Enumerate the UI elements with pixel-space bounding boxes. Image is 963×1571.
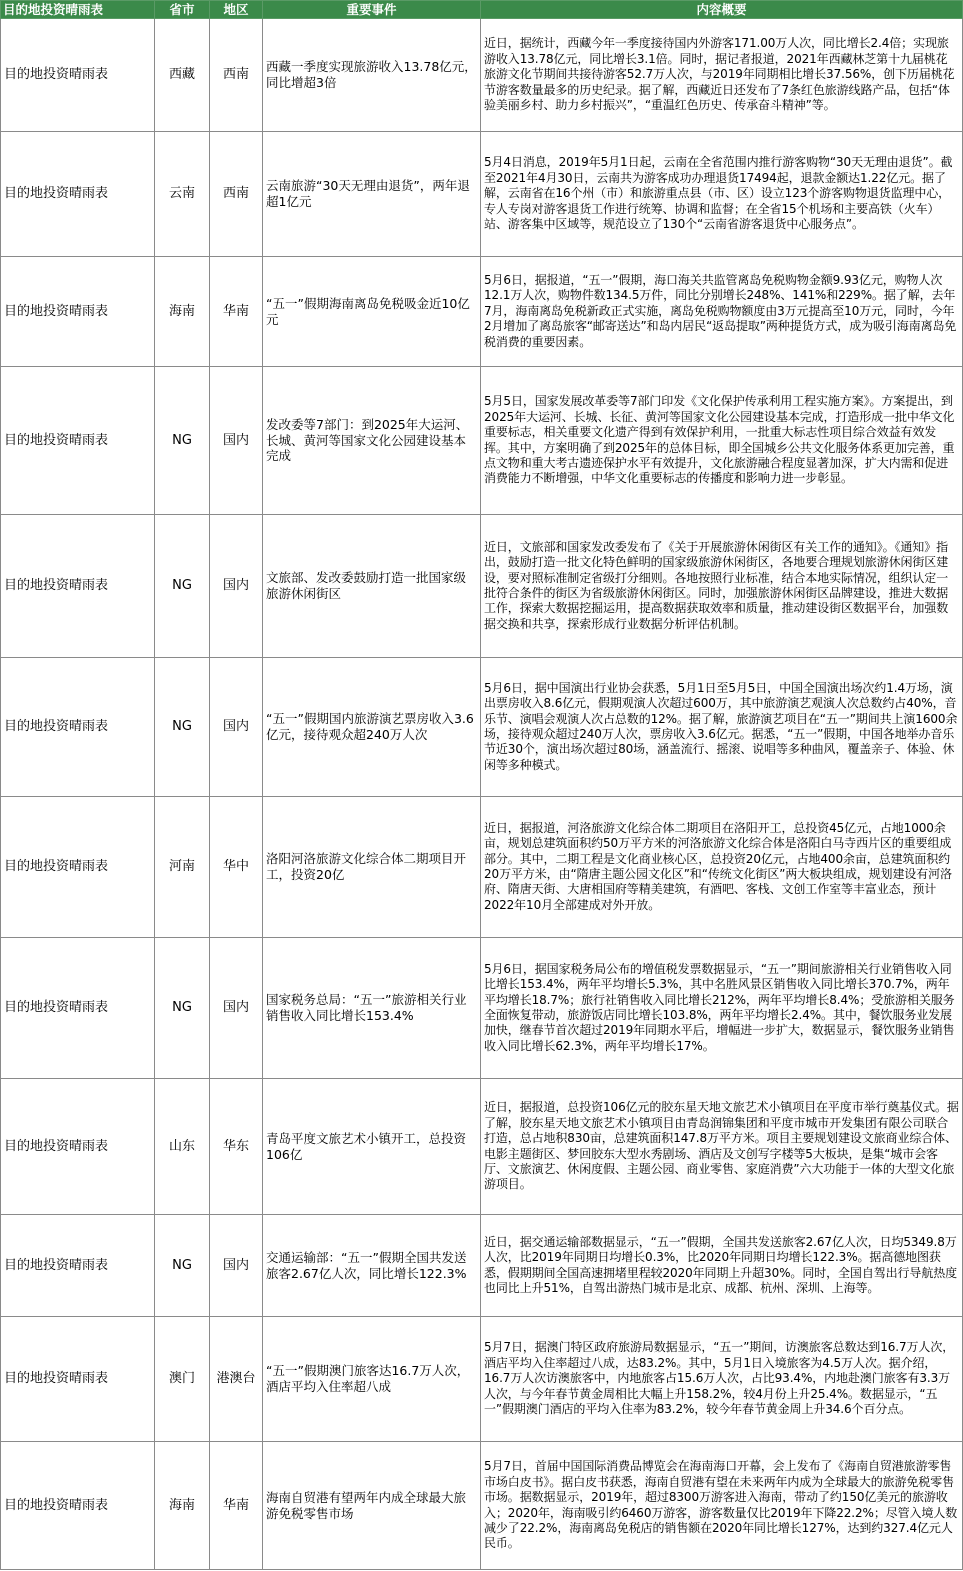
- row-table-name: 目的地投资晴雨表: [1, 797, 155, 938]
- row-table-name: 目的地投资晴雨表: [1, 1317, 155, 1442]
- table-row: [1, 367, 963, 515]
- row-table-name: 目的地投资晴雨表: [1, 1215, 155, 1317]
- row-province: NG: [155, 1215, 210, 1317]
- row-region: 港澳台: [210, 1317, 263, 1442]
- row-table-name: 目的地投资晴雨表: [1, 19, 155, 132]
- row-table-name: 目的地投资晴雨表: [1, 515, 155, 658]
- table-row: [1, 1317, 963, 1442]
- header-row: [1, 1, 963, 19]
- row-province: 河南: [155, 797, 210, 938]
- row-region: 国内: [210, 367, 263, 515]
- row-province: 西藏: [155, 19, 210, 132]
- row-province: 海南: [155, 257, 210, 367]
- table-row: [1, 19, 963, 132]
- row-event: 交通运输部：“五一”假期全国共发送旅客2.67亿人次，同比增长122.3%: [263, 1215, 481, 1317]
- row-summary: 5月7日，据澳门特区政府旅游局数据显示，“五一”期间，访澳旅客总数达到16.7万人次，酒店平均入住率超过八成，达83.2%。其中，5月1日入境旅客为4.5万人次。据介绍，16.7万人次访澳旅客中，内地旅客占15.6万人次，占比93.4%，内地赴澳门旅客有3.3万人次，与今年春节黄金周相比大幅上升158.2%，较4月份上升25.4%。数据显示，“五一”假期澳门酒店的平均入住率为83.2%，较今年春节黄金周上升34.6个百分点。: [481, 1317, 963, 1442]
- row-summary: 近日，据交通运输部数据显示，“五一”假期，全国共发送旅客2.67亿人次，日均5349.8万人次，比2019年同期日均增长0.3%，比2020年同期日均增长122.3%。据高德地图获悉，假期期间全国高速拥堵里程较2020年同期上升超30%。同时，全国自驾出行导航热度也同比上升51%，自驾出游热门城市是北京、成都、杭州、深圳、上海等。: [481, 1215, 963, 1317]
- table-row: [1, 132, 963, 257]
- row-event: 青岛平度文旅艺术小镇开工，总投资106亿: [263, 1079, 481, 1215]
- table-row: [1, 938, 963, 1079]
- row-province: 云南: [155, 132, 210, 257]
- table-row: [1, 1442, 963, 1570]
- row-province: NG: [155, 938, 210, 1079]
- table-row: [1, 515, 963, 658]
- header-region: 地区: [210, 1, 263, 19]
- row-region: 西南: [210, 19, 263, 132]
- row-summary: 近日，据报道，河洛旅游文化综合体二期项目在洛阳开工，总投资45亿元，占地1000余亩，规划总建筑面积约50万平方米的河洛旅游文化综合体是洛阳白马寺西片区的重要组成部分。其中，二期工程是文化商业核心区，总投资20亿元，占地400余亩，总建筑面积约20万平方米，由“隋唐主题公园文化区”和“传统文化街区”两大板块组成，规划建设有河洛府、隋唐天街、大唐相国府等精美建筑，有酒吧、客栈、文创工作室等丰富业态，预计2022年10月全部建成对外开放。: [481, 797, 963, 938]
- row-event: “五一”假期海南离岛免税吸金近10亿元: [263, 257, 481, 367]
- row-table-name: 目的地投资晴雨表: [1, 1442, 155, 1570]
- row-table-name: 目的地投资晴雨表: [1, 367, 155, 515]
- header-province: 省市: [155, 1, 210, 19]
- row-event: 西藏一季度实现旅游收入13.78亿元，同比增超3倍: [263, 19, 481, 132]
- row-table-name: 目的地投资晴雨表: [1, 658, 155, 797]
- row-event: 海南自贸港有望两年内成全球最大旅游免税零售市场: [263, 1442, 481, 1570]
- row-province: NG: [155, 515, 210, 658]
- row-table-name: 目的地投资晴雨表: [1, 938, 155, 1079]
- row-summary: 近日，文旅部和国家发改委发布了《关于开展旅游休闲街区有关工作的通知》。《通知》指出，鼓励打造一批文化特色鲜明的国家级旅游休闲街区，各地要合理规划旅游休闲街区建设，要对照标准制定省级打分细则。各地按照行业标准，结合本地实际情况，组织认定一批符合条件的街区为省级旅游休闲街区。同时，加强旅游休闲街区品牌建设，推进大数据工作，探索大数据挖掘运用，提高数据获取效率和质量，推动建设街区数据平台，加强数据交换和共享，探索形成行业数据分析评估机制。: [481, 515, 963, 658]
- header-event: 重要事件: [263, 1, 481, 19]
- table-row: [1, 797, 963, 938]
- row-event: “五一”假期澳门旅客达16.7万人次，酒店平均入住率超八成: [263, 1317, 481, 1442]
- row-region: 国内: [210, 658, 263, 797]
- table-row: [1, 1215, 963, 1317]
- row-region: 西南: [210, 132, 263, 257]
- row-province: 澳门: [155, 1317, 210, 1442]
- row-summary: 近日，据报道，总投资106亿元的胶东星天地文旅艺术小镇项目在平度市举行奠基仪式。据了解，胶东星天地文旅艺术小镇项目由青岛润锦集团和平度市城市开发集团有限公司联合打造，总占地积830亩，总建筑面积147.8万平方米。项目主要规划建设文旅商业综合体、电影主题街区、梦回胶东大型水秀剧场、酒店及文创写字楼等5大板块，是集“城市会客厅、文旅演艺、休闲度假、主题公园、商业零售、家庭消费”六大功能于一体的大型文化旅游项目。: [481, 1079, 963, 1215]
- row-region: 国内: [210, 1215, 263, 1317]
- header-table-name: 目的地投资晴雨表: [1, 1, 155, 19]
- row-region: 华东: [210, 1079, 263, 1215]
- row-event: “五一”假期国内旅游演艺票房收入3.6亿元，接待观众超240万人次: [263, 658, 481, 797]
- row-region: 国内: [210, 938, 263, 1079]
- row-region: 华南: [210, 1442, 263, 1570]
- table-row: [1, 257, 963, 367]
- row-event: 发改委等7部门：到2025年大运河、长城、黄河等国家文化公园建设基本完成: [263, 367, 481, 515]
- row-summary: 5月7日，首届中国国际消费品博览会在海南海口开幕，会上发布了《海南自贸港旅游零售市场白皮书》。据白皮书获悉，海南自贸港有望在未来两年内成为全球最大的旅游免税零售市场。据数据显示，2019年，超过8300万游客进入海南，带动了约150亿美元的旅游收入；2020年，海南吸引约6460万游客，游客数量仅比2019年下降22.2%；尽管入境人数减少了22.2%，海南离岛免税店的销售额在2020年同比增长127%，达到约327.4亿元人民币。: [481, 1442, 963, 1570]
- row-province: NG: [155, 658, 210, 797]
- row-event: 文旅部、发改委鼓励打造一批国家级旅游休闲街区: [263, 515, 481, 658]
- header-summary: 内容概要: [481, 1, 963, 19]
- row-summary: 近日，据统计，西藏今年一季度接待国内外游客171.00万人次，同比增长2.4倍；实现旅游收入13.78亿元，同比增长3.1倍。同时，据记者报道，2021年西藏林芝第十九届桃花旅游文化节期间共接待游客52.7万人次，与2019年同期相比增长37.56%，创下历届桃花节游客数量最多的历史纪录。据了解，西藏近日还发布了7条红色旅游线路产品，包括“体验美丽乡村、助力乡村振兴”，“重温红色历史、传承奋斗精神”等。: [481, 19, 963, 132]
- row-summary: 5月6日，据中国演出行业协会获悉，5月1日至5月5日，中国全国演出场次约1.4万场，演出票房收入8.6亿元，假期观演人次超过600万，其中旅游演艺观演人次总数约占40%，音乐节、演唱会观演人次占总数的12%。据了解，旅游演艺项目在“五一”期间共上演1600余场，接待观众超过240万人次，票房收入3.6亿元。据悉，“五一”假期，中国各地举办音乐节近30个，演出场次超过80场，涵盖流行、摇滚、说唱等多种曲风，覆盖亲子、体验、休闲等多种模式。: [481, 658, 963, 797]
- row-table-name: 目的地投资晴雨表: [1, 1079, 155, 1215]
- row-region: 华南: [210, 257, 263, 367]
- row-event: 洛阳河洛旅游文化综合体二期项目开工，投资20亿: [263, 797, 481, 938]
- table-row: [1, 658, 963, 797]
- row-summary: 5月4日消息，2019年5月1日起，云南在全省范围内推行游客购物“30天无理由退货”。截至2021年4月30日，云南共为游客成功办理退货17494起，退款金额达1.22亿元。据了解，云南省在16个州（市）和旅游重点县（市、区）设立123个游客购物退货监理中心，专人专岗对游客退货工作进行统筹、协调和监督；在全省15个机场和主要高铁（火车）站、游客集中区域等，规范设立了130个“云南省游客退货中心服务点”。: [481, 132, 963, 257]
- row-summary: 5月6日，据报道，“五一”假期，海口海关共监管离岛免税购物金额9.93亿元，购物人次12.1万人次，购物件数134.5万件，同比分别增长248%、141%和229%。据了解，去年7月，海南离岛免税新政正式实施，离岛免税购物额度由3万元提高至10万元，同时，今年2月增加了离岛旅客“邮寄送达”和岛内居民“返岛提取”两种提货方式，成为吸引海南离岛免税消费的重要因素。: [481, 257, 963, 367]
- table-row: [1, 1079, 963, 1215]
- row-province: NG: [155, 367, 210, 515]
- row-region: 国内: [210, 515, 263, 658]
- row-region: 华中: [210, 797, 263, 938]
- row-table-name: 目的地投资晴雨表: [1, 132, 155, 257]
- row-province: 海南: [155, 1442, 210, 1570]
- row-province: 山东: [155, 1079, 210, 1215]
- row-summary: 5月5日，国家发展改革委等7部门印发《文化保护传承利用工程实施方案》。方案提出，到2025年大运河、长城、长征、黄河等国家文化公园建设基本完成，打造形成一批中华文化重要标志，相关重要文化遗产得到有效保护利用，一批重大标志性项目综合效益有效发挥。其中，方案明确了到2025年的总体目标，即全国城乡公共文化服务体系更加完善，重点文物和重大考古遗迹保护水平有效提升，文化旅游融合程度显著加深，扩大内需和促进消费能力不断增强，中华文化重要标志的传播度和影响力进一步彰显。: [481, 367, 963, 515]
- row-summary: 5月6日，据国家税务局公布的增值税发票数据显示，“五一”期间旅游相关行业销售收入同比增长153.4%，两年平均增长5.3%，其中名胜风景区销售收入同比增长370.7%，两年平均增长18.7%；旅行社销售收入同比增长212%，两年平均增长8.4%；受旅游相关服务全面恢复带动，旅游饭店同比增长103.8%，两年平均增长2.4%。其中，餐饮服务业发展加快，继春节首次超过2019年同期水平后，增幅进一步扩大，数据显示，餐饮服务业销售收入同比增长62.3%，两年平均增长17%。: [481, 938, 963, 1079]
- row-event: 云南旅游“30天无理由退货”，两年退超1亿元: [263, 132, 481, 257]
- row-event: 国家税务总局：“五一”旅游相关行业销售收入同比增长153.4%: [263, 938, 481, 1079]
- row-table-name: 目的地投资晴雨表: [1, 257, 155, 367]
